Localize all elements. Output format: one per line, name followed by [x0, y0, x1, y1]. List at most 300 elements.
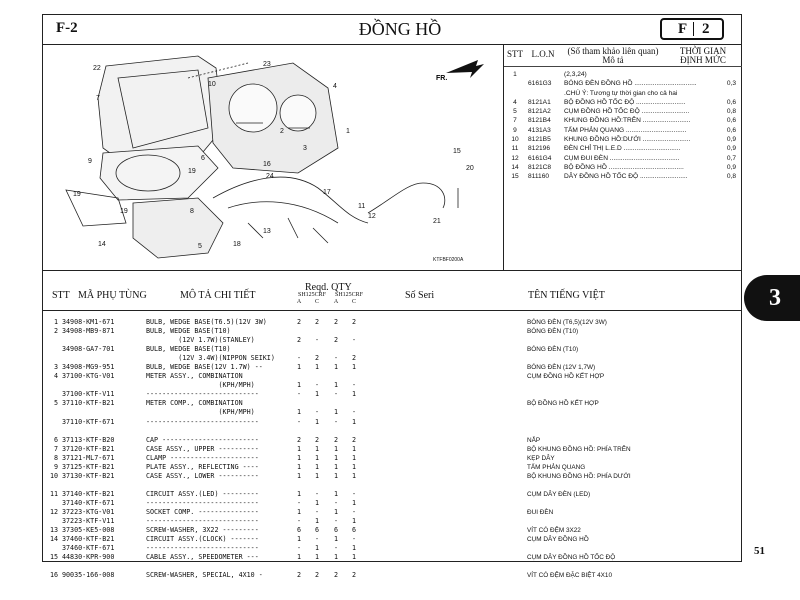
callout-8: 8 — [190, 208, 194, 215]
speedometer-cable — [368, 183, 445, 213]
labor-row — [506, 116, 738, 125]
labor-stt: 5 — [513, 108, 517, 116]
qty-c1: - — [314, 507, 320, 516]
qty-c1: 1 — [314, 462, 320, 471]
part-number: 44830-KPR-900 — [62, 553, 115, 562]
section-code-box — [660, 18, 724, 40]
parts-row — [48, 381, 738, 390]
labor-desc: BỘ ĐỒNG HỒ ......................................... — [564, 163, 684, 171]
part-number: 37110-KTF-671 — [62, 417, 115, 426]
callout-6: 6 — [201, 155, 205, 162]
side-hdr-norm: ĐỊNH MỨC — [680, 55, 726, 65]
labor-stt: 4 — [513, 98, 517, 106]
qty-a1: 1 — [296, 381, 302, 390]
part-vn-name: CỤM DÂY ĐÈN (LED) — [527, 490, 591, 498]
col-sub-c2: C — [351, 299, 356, 305]
parts-row — [48, 345, 738, 354]
labor-row — [506, 154, 738, 163]
labor-time: 0,9 — [726, 163, 736, 171]
callout-20: 20 — [466, 165, 474, 172]
labor-lon: 8121B5 — [528, 136, 551, 144]
parts-row — [48, 490, 738, 499]
part-description: CASE ASSY., UPPER ---------- — [146, 444, 259, 453]
qty-a1: 1 — [296, 535, 302, 544]
qty-a2: 2 — [333, 571, 339, 580]
part-stt: 9 — [53, 462, 58, 471]
callout-17: 17 — [323, 189, 331, 196]
labor-time: 0,6 — [726, 98, 736, 106]
callout-22: 22 — [93, 65, 101, 72]
qty-c2: 6 — [351, 526, 357, 535]
qty-a2: 1 — [333, 408, 339, 417]
qty-a2: 1 — [333, 381, 339, 390]
qty-c1: 1 — [314, 544, 320, 553]
header-divider — [42, 44, 742, 45]
callout-13: 13 — [263, 228, 271, 235]
labor-time: 0,7 — [726, 154, 736, 162]
qty-a2: - — [333, 354, 339, 363]
qty-a1: 1 — [296, 489, 302, 498]
labor-desc: ĐÈN CHỈ THỊ L.E.D ............................... — [564, 145, 681, 153]
qty-a2: 1 — [333, 553, 339, 562]
part-number: 34908-KM1-671 — [62, 318, 115, 326]
qty-a1: 1 — [296, 444, 302, 453]
part-description: (KPH/MPH) — [146, 381, 255, 390]
section-tab: 3 — [744, 275, 800, 321]
qty-c1: - — [314, 381, 320, 390]
part-vn-name: NẮP — [527, 436, 541, 444]
code-box-letter: F — [678, 21, 688, 37]
part-description: CASE ASSY., LOWER ---------- — [146, 471, 259, 480]
parts-row — [48, 526, 738, 535]
part-stt: 11 — [49, 489, 58, 498]
side-hdr-time: THỜI GIAN — [679, 46, 727, 56]
code-box-divider — [693, 22, 694, 36]
labor-time: 0,3 — [726, 80, 736, 88]
labor-time: 0,8 — [726, 108, 736, 116]
parts-row — [48, 463, 738, 472]
labor-time: 0,6 — [726, 126, 736, 134]
part-vn-name: TẤM PHẢN QUANG — [527, 463, 586, 471]
labor-lon: 811160 — [528, 173, 550, 181]
qty-c2: - — [351, 408, 357, 417]
qty-a2: 1 — [333, 444, 339, 453]
parts-row — [48, 408, 738, 417]
part-stt: 4 — [53, 372, 58, 381]
labor-lon: 4131A3 — [528, 126, 551, 134]
callout-3: 3 — [303, 145, 307, 152]
labor-desc: BÓNG ĐÈN ĐỒNG HỒ .................................. — [564, 80, 697, 88]
part-stt: 8 — [53, 453, 58, 462]
part-vn-name: CỤM ĐỒNG HỒ KẾT HỢP — [527, 373, 605, 381]
qty-a2: - — [333, 417, 339, 426]
part-description: CIRCUIT ASSY.(CLOCK) ------- — [146, 535, 259, 544]
part-number: 37130-KTF-B21 — [62, 471, 115, 480]
qty-a1: 2 — [296, 435, 302, 444]
qty-a1: 2 — [296, 318, 302, 326]
part-description: ---------------------------- — [146, 517, 259, 526]
labor-desc: CỤM ĐUI ĐÈN ...................................... — [564, 154, 680, 162]
side-header-underline — [504, 66, 742, 67]
labor-row — [506, 70, 738, 79]
qty-c1: 6 — [314, 526, 320, 535]
qty-a1: 2 — [296, 571, 302, 580]
qty-c1: 1 — [314, 498, 320, 507]
qty-c1: 2 — [314, 435, 320, 444]
parts-row — [48, 481, 738, 490]
page-title: ĐỒNG HỒ — [358, 19, 442, 39]
part-number: 37100-KTG-V01 — [62, 372, 115, 381]
labor-row — [506, 144, 738, 153]
labor-desc: KHUNG ĐỒNG HỒ:DƯỚI .......................... — [564, 136, 691, 144]
qty-a1: - — [296, 354, 302, 363]
part-description: METER COMP., COMBINATION — [146, 399, 243, 408]
callout-15: 15 — [453, 148, 461, 155]
fr-arrow — [436, 60, 484, 82]
part-number: 34908-MG9-951 — [62, 363, 115, 372]
qty-c1: 2 — [314, 571, 320, 580]
parts-row — [48, 535, 738, 544]
labor-row — [506, 107, 738, 116]
part-stt: 10 — [49, 471, 58, 480]
part-number: 37121-ML7-671 — [62, 453, 115, 462]
qty-a2: 1 — [333, 363, 339, 372]
qty-c1: 1 — [314, 390, 320, 399]
part-description: SCREW-WASHER, SPECIAL, 4X10 - — [146, 571, 263, 580]
labor-stt: 1 — [513, 71, 517, 78]
qty-a1: 1 — [296, 462, 302, 471]
parts-row — [48, 390, 738, 399]
labor-lon: 6161G3 — [528, 80, 552, 88]
callout-4: 4 — [333, 83, 337, 90]
callout-2: 2 — [280, 128, 284, 135]
part-description: BULB, WEDGE BASE(T10) — [146, 327, 231, 336]
col-vn-name: TÊN TIẾNG VIỆT — [528, 290, 605, 301]
qty-a2: - — [333, 544, 339, 553]
part-number: 34908-MB9-871 — [62, 327, 115, 336]
labor-row — [506, 135, 738, 144]
qty-c2: 1 — [351, 363, 357, 372]
part-number: 37460-KTF-671 — [62, 544, 115, 553]
fr-label: FR. — [436, 75, 448, 82]
qty-c2: 1 — [351, 417, 357, 426]
part-stt: 1 — [53, 318, 58, 326]
qty-a1: 1 — [296, 507, 302, 516]
part-number: 37100-KTF-V11 — [62, 390, 115, 399]
part-number: 37223-KTG-V01 — [62, 507, 115, 516]
parts-row — [48, 445, 738, 454]
part-vn-name: BÓNG ĐÈN (T10) — [527, 346, 579, 354]
labor-lon: 8121B4 — [528, 117, 551, 125]
exploded-diagram — [48, 48, 498, 266]
callout-1: 1 — [346, 128, 350, 135]
parts-row — [48, 363, 738, 372]
qty-c2: 1 — [351, 462, 357, 471]
parts-row — [48, 318, 738, 327]
qty-c1: - — [314, 336, 320, 345]
part-description: BULB, WEDGE BASE(T10) — [146, 345, 231, 354]
part-description: ---------------------------- — [146, 417, 259, 426]
qty-a2: 1 — [333, 535, 339, 544]
col-description: MÔ TẢ CHI TIẾT — [180, 290, 256, 301]
parts-row — [48, 372, 738, 381]
parts-row — [48, 571, 738, 580]
part-description: METER ASSY., COMBINATION — [146, 372, 243, 381]
col-serial: Số Seri — [405, 290, 435, 301]
qty-c1: 1 — [314, 417, 320, 426]
qty-c2: 2 — [351, 571, 357, 580]
labor-row — [506, 172, 738, 181]
parts-row — [48, 517, 738, 526]
qty-c2: - — [351, 535, 357, 544]
labor-lon: 8121C8 — [528, 163, 552, 171]
part-stt: 3 — [53, 363, 58, 372]
qty-c2: 2 — [351, 318, 357, 326]
labor-desc: .CHÚ Ý: Tương tự thời gian cho cả hai — [564, 89, 678, 97]
qty-a1: 1 — [296, 408, 302, 417]
labor-lon: 6161G4 — [528, 154, 552, 162]
part-vn-name: BÓNG ĐÈN (T10) — [527, 328, 579, 336]
part-stt: 12 — [49, 507, 58, 516]
side-hdr-desc: Mô tả — [602, 55, 624, 65]
labor-desc: DÂY ĐỒNG HỒ TỐC ĐỘ .......................... — [564, 173, 688, 181]
callout-9: 9 — [88, 158, 92, 165]
parts-row — [48, 562, 738, 571]
side-hdr-lon: L.O.N — [531, 49, 555, 59]
diagram-bottom-divider — [42, 270, 742, 271]
qty-a1: 1 — [296, 363, 302, 372]
qty-c2: 1 — [351, 453, 357, 462]
side-hdr-stt: STT — [506, 49, 523, 59]
qty-c2: 1 — [351, 444, 357, 453]
parts-row — [48, 472, 738, 481]
part-vn-name: BÓNG ĐÈN (12V 1,7W) — [527, 364, 596, 372]
labor-row — [506, 89, 738, 98]
qty-c2: - — [351, 336, 357, 345]
qty-a1: - — [296, 517, 302, 526]
labor-time: 0,9 — [726, 145, 736, 153]
part-description: SOCKET COMP. --------------- — [146, 507, 259, 516]
part-number: 37140-KTF-671 — [62, 498, 115, 507]
labor-lon: 8121A1 — [528, 98, 551, 106]
labor-lon: 812196 — [528, 145, 551, 153]
qty-c2: 1 — [351, 471, 357, 480]
qty-a1: 2 — [296, 336, 302, 345]
qty-c1: 1 — [314, 471, 320, 480]
col-model-2: SH125CRF — [334, 292, 363, 298]
parts-row — [48, 454, 738, 463]
code-box-number: 2 — [702, 21, 710, 37]
part-vn-name: ĐUI ĐÈN — [527, 508, 554, 516]
col-sub-c1: C — [314, 299, 319, 305]
qty-c2: - — [351, 507, 357, 516]
qty-a2: 2 — [333, 435, 339, 444]
labor-lon: 8121A2 — [528, 108, 551, 116]
labor-row — [506, 79, 738, 88]
qty-a2: 2 — [333, 318, 339, 326]
part-number: 37110-KTF-B21 — [62, 399, 115, 408]
labor-desc: KHUNG ĐỒNG HỒ:TRÊN .......................... — [564, 117, 691, 125]
qty-a2: 1 — [333, 471, 339, 480]
part-number: 90035-166-008 — [62, 571, 115, 580]
part-description: (12V 3.4W)(NIPPON SEIKI) — [146, 354, 275, 363]
parts-list — [48, 318, 738, 580]
callout-16: 16 — [263, 161, 271, 168]
qty-c1: 1 — [314, 444, 320, 453]
part-stt: 14 — [49, 535, 58, 544]
part-description: BULB, WEDGE BASE(12V 1.7W) -- — [146, 363, 263, 372]
qty-a2: - — [333, 517, 339, 526]
part-description: CAP ------------------------ — [146, 435, 259, 444]
qty-c2: - — [351, 489, 357, 498]
part-number: 37125-KTF-B21 — [62, 462, 115, 471]
qty-c2: 2 — [351, 435, 357, 444]
parts-row — [48, 499, 738, 508]
parts-row — [48, 553, 738, 562]
side-hdr-ref: (Số tham khảo liên quan) — [567, 46, 659, 56]
part-vn-name: KẸP DÂY — [527, 454, 555, 462]
qty-a2: 1 — [333, 507, 339, 516]
part-description: CIRCUIT ASSY.(LED) --------- — [146, 489, 259, 498]
callout-18: 18 — [233, 241, 241, 248]
qty-a1: - — [296, 544, 302, 553]
labor-time: 0,8 — [726, 173, 736, 181]
part-description: PLATE ASSY., REFLECTING ---- — [146, 462, 259, 471]
callout-23: 23 — [263, 61, 271, 68]
qty-a1: - — [296, 498, 302, 507]
part-number: 37120-KTF-B21 — [62, 444, 115, 453]
callout-10: 10 — [208, 81, 216, 88]
parts-row — [48, 544, 738, 553]
parts-row — [48, 327, 738, 336]
part-description: ---------------------------- — [146, 498, 259, 507]
qty-c1: 1 — [314, 517, 320, 526]
callout-14: 14 — [98, 241, 106, 248]
qty-c2: 2 — [351, 354, 357, 363]
col-reqd-qty: Reqd. QTY — [305, 282, 352, 293]
qty-c2: 1 — [351, 517, 357, 526]
labor-time: 0,9 — [726, 136, 736, 144]
part-vn-name: BỘ ĐỒNG HỒ KẾT HỢP — [527, 400, 599, 408]
parts-row — [48, 354, 738, 363]
qty-c1: 1 — [314, 453, 320, 462]
part-vn-name: CỤM DÂY ĐỒNG HỒ TỐC ĐỘ — [527, 554, 616, 562]
callout-12: 12 — [368, 213, 376, 220]
qty-c1: 1 — [314, 553, 320, 562]
parts-row — [48, 436, 738, 445]
qty-c1: 1 — [314, 363, 320, 372]
part-description: CABLE ASSY., SPEEDOMETER --- — [146, 553, 259, 562]
part-stt: 13 — [49, 526, 58, 535]
part-vn-name: VÍT CÓ ĐỆM ĐẶC BIỆT 4X10 — [527, 572, 612, 580]
page-number: 51 — [754, 545, 765, 557]
part-description: SCREW-WASHER, 3X22 --------- — [146, 526, 259, 535]
qty-a1: 1 — [296, 471, 302, 480]
labor-stt: 10 — [511, 136, 519, 144]
part-stt: 6 — [53, 435, 58, 444]
qty-a1: - — [296, 417, 302, 426]
diagram-table-divider — [503, 44, 504, 270]
parts-row — [48, 336, 738, 345]
qty-c2: 1 — [351, 390, 357, 399]
qty-a1: 6 — [296, 526, 302, 535]
labor-time-table — [506, 70, 738, 182]
parts-row — [48, 508, 738, 517]
labor-stt: 12 — [511, 154, 519, 162]
part-number: 37113-KTF-B20 — [62, 435, 115, 444]
qty-c1: - — [314, 408, 320, 417]
callout-19: 19 — [188, 168, 196, 175]
part-stt: 16 — [49, 571, 58, 580]
part-vn-name: VÍT CÓ ĐỆM 3X22 — [527, 527, 581, 535]
part-vn-name: BỘ KHUNG ĐỒNG HỒ: PHÍA TRÊN — [527, 445, 631, 453]
callout-7: 7 — [96, 95, 100, 102]
qty-c1: - — [314, 535, 320, 544]
wire-harness — [213, 177, 368, 223]
labor-stt: 11 — [511, 145, 519, 153]
callout-5: 5 — [198, 243, 202, 250]
parts-row — [48, 399, 738, 408]
callout-21: 21 — [433, 218, 441, 225]
qty-c2: 1 — [351, 498, 357, 507]
col-sub-a2: A — [333, 299, 339, 305]
part-vn-name: BÓNG ĐÈN (T6,5)(12V 3W) — [527, 319, 607, 326]
part-description: (12V 1.7W)(STANLEY) — [146, 336, 255, 345]
part-description: CLAMP ---------------------- — [146, 453, 259, 462]
part-stt: 5 — [53, 399, 58, 408]
col-stt: STT — [52, 290, 70, 301]
qty-c1: - — [314, 489, 320, 498]
labor-stt: 7 — [513, 117, 517, 125]
qty-c2: - — [351, 381, 357, 390]
parts-row — [48, 427, 738, 436]
qty-c1: 2 — [314, 354, 320, 363]
labor-desc: CỤM ĐỒNG HỒ TỐC ĐỘ .......................... — [564, 108, 690, 116]
part-vn-name: CỤM DÂY ĐỒNG HỒ — [527, 536, 589, 544]
part-number: 37140-KTF-B21 — [62, 489, 115, 498]
section-code: F-2 — [56, 20, 78, 36]
part-description: BULB, WEDGE BASE(T6.5)(12V 3W) — [146, 318, 267, 326]
qty-a1: 1 — [296, 553, 302, 562]
qty-c2: 1 — [351, 544, 357, 553]
part-description: ---------------------------- — [146, 390, 259, 399]
part-stt: 15 — [49, 553, 58, 562]
qty-a2: 6 — [333, 526, 339, 535]
labor-row — [506, 126, 738, 135]
parts-row — [48, 418, 738, 427]
col-sub-a1: A — [296, 299, 302, 305]
labor-desc: TẤM PHẢN QUANG ................................. — [564, 126, 687, 134]
part-description: (KPH/MPH) — [146, 408, 255, 417]
labor-stt: 15 — [511, 173, 519, 181]
qty-a2: - — [333, 498, 339, 507]
col-model-1: SH125CRF — [297, 292, 326, 298]
case-lower — [133, 198, 223, 258]
diagram-ref-code: KTFBF0200A — [433, 257, 464, 263]
part-stt: 7 — [53, 444, 58, 453]
qty-a1: 1 — [296, 453, 302, 462]
part-description: ---------------------------- — [146, 544, 259, 553]
callout-19c: 19 — [120, 208, 128, 215]
qty-c2: 1 — [351, 553, 357, 562]
labor-time: 0,6 — [726, 117, 736, 125]
part-stt: 2 — [53, 327, 58, 336]
part-number: 34908-GA7-701 — [62, 345, 115, 354]
callout-11: 11 — [358, 203, 366, 210]
labor-desc: (2,3,24) — [564, 71, 587, 78]
qty-a2: 1 — [333, 489, 339, 498]
qty-a2: 1 — [333, 453, 339, 462]
